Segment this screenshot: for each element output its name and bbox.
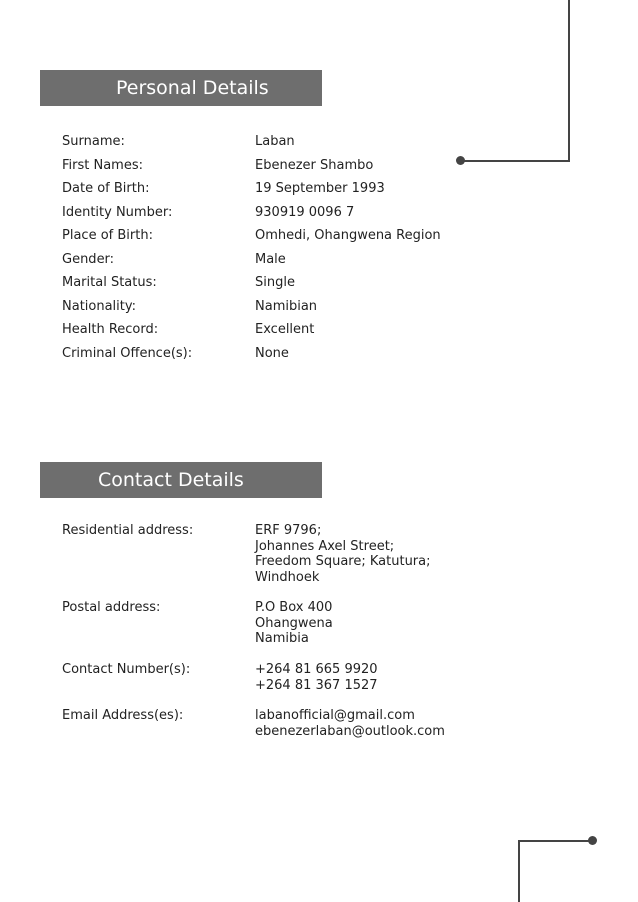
row-label: First Names: (62, 158, 143, 173)
decorative-line-horizontal-top (460, 160, 570, 162)
address-line: Freedom Square; Katutura; (255, 554, 431, 569)
address-line: Windhoek (255, 569, 320, 585)
address-line: Namibia (255, 631, 309, 646)
row-value: Namibian (255, 299, 318, 314)
address-line: P.O Box 400 (255, 600, 333, 615)
row-value: None (255, 346, 289, 361)
row-value (255, 523, 431, 585)
row-value: Laban (255, 134, 295, 149)
row-value: Ebenezer Shambo (255, 158, 374, 173)
row-label: Residential address: (62, 523, 194, 538)
address-line: Johannes Axel Street; (255, 538, 395, 554)
row-value: Excellent (255, 322, 315, 337)
email-address: labanofficial@gmail.com (255, 708, 415, 723)
row-value: Omhedi, Ohangwena Region (255, 228, 441, 243)
address-line: Ohangwena (255, 615, 333, 631)
row-label: Nationality: (62, 299, 137, 314)
row-label: Surname: (62, 134, 125, 149)
row-label: Place of Birth: (62, 228, 153, 243)
personal-details-header: Personal Details (40, 70, 322, 106)
row-value (255, 708, 445, 739)
decorative-line-vertical-bottom (518, 840, 520, 902)
email-address: ebenezerlaban@outlook.com (255, 723, 445, 739)
row-value: 930919 0096 7 (255, 205, 355, 220)
row-value: 19 September 1993 (255, 181, 385, 196)
row-label: Gender: (62, 252, 115, 267)
decorative-dot-top (456, 156, 465, 165)
row-value: Single (255, 275, 295, 290)
row-label: Date of Birth: (62, 181, 150, 196)
phone-number: +264 81 367 1527 (255, 677, 378, 693)
contact-details-header: Contact Details (40, 462, 322, 498)
row-label: Email Address(es): (62, 708, 184, 723)
row-label: Marital Status: (62, 275, 157, 290)
row-label: Criminal Offence(s): (62, 346, 193, 361)
row-label: Contact Number(s): (62, 662, 191, 677)
row-value: Male (255, 252, 286, 267)
row-label: Identity Number: (62, 205, 173, 220)
address-line: ERF 9796; (255, 523, 322, 538)
row-value (255, 662, 378, 693)
row-value (255, 600, 333, 647)
decorative-dot-bottom (588, 836, 597, 845)
phone-number: +264 81 665 9920 (255, 662, 378, 677)
row-label: Health Record: (62, 322, 159, 337)
decorative-line-horizontal-bottom (518, 840, 594, 842)
decorative-line-vertical-top (568, 0, 570, 161)
row-label: Postal address: (62, 600, 161, 615)
